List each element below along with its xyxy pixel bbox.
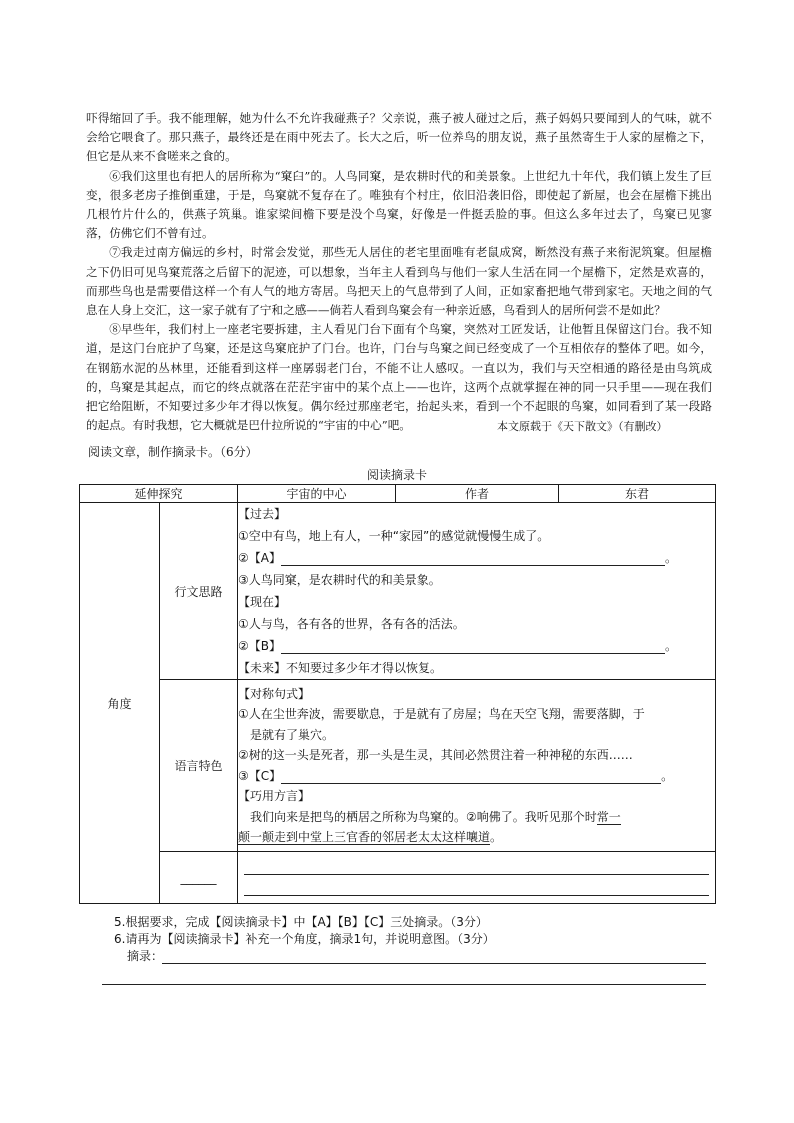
past-item-3: ③人鸟同窠，是农耕时代的和美景象。 [238, 573, 441, 587]
passage-paragraph: ⑧早些年，我们村上一座老宅要拆建，主人看见门台下面有个鸟窠，突然对工匠发话，让他暂且保留这门台。我不知道，是这门台庇护了鸟窠，还是这鸟窠庇护了门台。也许，门台与鸟窠之间已经变成了一个互相依存的整体了吧。如今，在钢筋水泥的丛林里，还能看到这样一座孱弱老门台，不能不让人感叹。一直以为，我们与天空相通的路径是由鸟筑成的，鸟窠是其起点，而它的终点就落在茫茫宇宙中的某个点上——也许，这两个点就掌握在神的同一只手里——现在我们把它给阻断，不知要过多少年才得以恢复。偶尔经过那座老宅，抬起头来，看到一个不起眼的鸟窠，如同看到了某一段路的起点。有时我想，它大概就是巴什拉所说的“宇宙的中心”吧。 [86, 322, 712, 433]
language-label: 语言特色 [160, 680, 238, 852]
card-title: 阅读摘录卡 [366, 468, 427, 482]
blank-B-line[interactable] [281, 639, 665, 654]
dialect-tag: 【巧用方言】 [238, 789, 311, 803]
symmetry-item-1a: ①人在尘世奔波，需要歇息，于是就有了房屋；鸟在天空飞翔，需要落脚，于 [238, 707, 645, 721]
reading-passage [86, 109, 712, 435]
future-tag: 【未来】 [238, 661, 287, 675]
symmetry-item-2: ②树的这一头是死者，那一头是生灵，其间必然贯注着一种神秘的东西…… [238, 748, 633, 762]
passage-paragraph: 吓得缩回了手。我不能理解，她为什么不允许我碰燕子？父亲说，燕子被人碰过之后，燕子妈妈只要闻到人的气味，就不会给它喂食了。那只燕子，最终还是在雨中死去了。长大之后，听一位养鸟的朋友说，燕子虽然寄生于人家的屋檐之下，但它是从来不食嗟来之食的。 [86, 111, 712, 164]
answer-line[interactable] [102, 984, 706, 985]
blank-B-label: ②【B】 [238, 639, 282, 653]
question-6: 6.请再为【阅读摘录卡】补充一个角度，摘录1句，并说明意图。（3分） [114, 932, 495, 946]
passage-source: 本文原载于《天下散文》（有删改） [497, 420, 668, 433]
dialect-underlined-2: 颠一颠走到中堂上三官香的邻居老太太这样嚷道 [238, 830, 491, 844]
extra-excerpt-area[interactable] [238, 852, 716, 904]
blank-C-line[interactable] [281, 769, 661, 784]
blank-C-label: ③【C】 [238, 768, 282, 783]
now-item-1: ①人与鸟，各有各的世界，各有各的活法。 [238, 617, 465, 631]
dialect-text-1: 我们向来是把鸟的栖居之所称为鸟窠的。②响佛了。我听见那个时 [250, 809, 597, 824]
extra-answer-line[interactable] [244, 854, 709, 875]
question-5: 5.根据要求，完成【阅读摘录卡】中【A】【B】【C】三处摘录。（3分） [114, 915, 488, 929]
header-author-name: 东君 [559, 485, 716, 503]
past-item-1: ①空中有鸟，地上有人，一种“家园”的感觉就慢慢生成了。 [238, 529, 550, 543]
passage-paragraph: ⑦我走过南方偏远的乡村，时常会发觉，那些无人居住的老宅里面唯有老鼠成窝，断然没有燕子来衔泥筑窠。但屋檐之下仍旧可见鸟窠荒落之后留下的泥迹，可以想象，当年主人看到鸟与他们一家人生活在同一个屋檐下，定然是欢喜的，而那些鸟也是需要借这样一个有人气的地方寄居。鸟把天上的气息带到了人间，正如家畜把地气带到家宅。天地之间的气息在人身上交汇，这一家子就有了宁和之感——倘若人看到鸟窠会有一种亲近感，鸟看到人的居所何尝不是如此？ [86, 245, 712, 318]
header-author-label: 作者 [396, 485, 559, 503]
dialect-underlined-1: 常一 [596, 809, 621, 824]
thinking-content: 【过去】 ①空中有鸟，地上有人，一种“家园”的感觉就慢慢生成了。 ②【A】 。 ③人鸟同窠，是农耕时代的和美景象。 【现在】 ①人与鸟，各有各的世界，各有各的活法。 ②【B】 。 【未来】不知要过多少年才得以恢复。 [238, 503, 716, 680]
dialect-text-2: 。 [490, 830, 503, 844]
answer-line[interactable] [162, 963, 706, 964]
symmetry-item-1b: 是就有了巢穴。 [250, 727, 335, 742]
header-extension: 延伸探究 [80, 485, 238, 503]
angle-label: 角度 [80, 503, 160, 904]
symmetry-tag: 【对称句式】 [238, 686, 311, 701]
past-tag: 【过去】 [238, 507, 287, 521]
extra-answer-line[interactable] [244, 875, 709, 896]
blank-A-line[interactable] [281, 551, 665, 566]
passage-paragraph: ⑥我们这里也有把人的居所称为“窠臼”的。人鸟同窠，是农耕时代的和美景象。上世纪九十年代，我们镇上发生了巨变，很多老房子推倒重建，于是，鸟窠就不复存在了。唯独有个村庄，依旧沿袭旧俗，即使起了新屋，也会在屋檐下挑出几根竹片什么的，供燕子筑巢。谁家梁间檐下要是没个鸟窠，好像是一件挺丢脸的事。但这么多年过去了，鸟窠已见寥落，仿佛它们不曾有过。 [86, 168, 712, 241]
now-tag: 【现在】 [238, 595, 287, 609]
header-title: 宇宙的中心 [238, 485, 396, 503]
extra-angle-blank[interactable]: ______ [160, 852, 238, 904]
thinking-label: 行文思路 [160, 503, 238, 680]
excerpt-card-table [79, 484, 716, 904]
blank-A-label: ②【A】 [238, 551, 281, 565]
questions [114, 914, 495, 965]
language-content: 【对称句式】 ①人在尘世奔波，需要歇息，于是就有了房屋；鸟在天空飞翔，需要落脚，于 是就有了巢穴。 ②树的这一头是死者，那一头是生灵，其间必然贯注着一种神秘的东西…… ③【C】 。 【巧用方言】 我们向来是把鸟的栖居之所称为鸟窠的。②响佛了。我听见那个时常一 颠一颠走到中堂上三官香的邻居老太太这样嚷道。 [238, 680, 716, 852]
future-text: 不知要过多少年才得以恢复。 [286, 661, 443, 675]
excerpt-label: 摘录： [127, 949, 164, 963]
task-instruction: 阅读文章，制作摘录卡。（6分） [88, 445, 258, 459]
